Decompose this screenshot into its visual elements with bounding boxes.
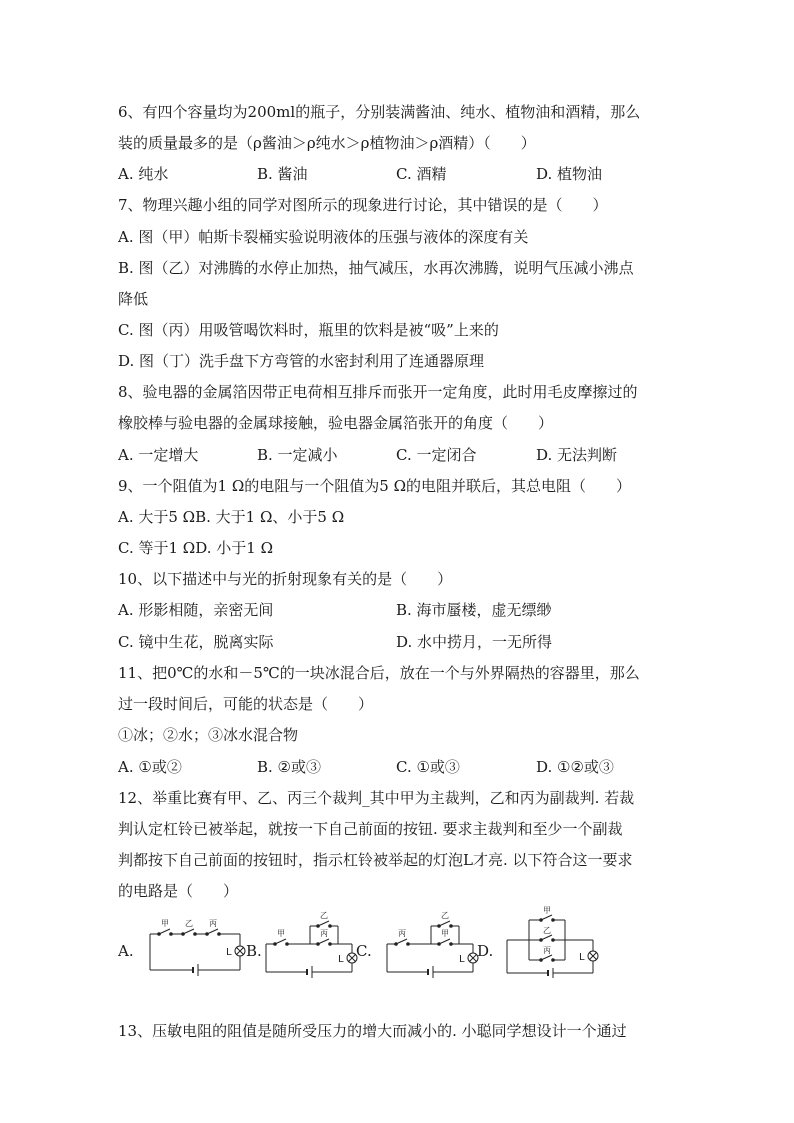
- switch-label-yi: 乙: [543, 926, 551, 935]
- q11-option-b: B. ②或③: [257, 758, 322, 776]
- q12-line-4: 的电路是（ ）: [118, 882, 239, 900]
- q10-option-d: D. 水中捞月，一无所得: [396, 633, 553, 651]
- q7-option-b-line-1: B. 图（乙）对沸腾的水停止加热，抽气减压，水再次沸腾，说明气压减小沸点: [118, 259, 634, 277]
- lamp-label: L: [338, 954, 344, 965]
- switch-label-bing: 丙: [209, 919, 217, 928]
- q10-option-c: C. 镜中生花，脱离实际: [118, 633, 274, 651]
- q12-line-3: 判都按下自己前面的按钮时，指示杠铃被举起的灯泡L才亮. 以下符合这一要求: [118, 851, 633, 869]
- q6-option-c: C. 酒精: [396, 165, 447, 183]
- q12-line-2: 判认定杠铃已被举起，就按一下自己前面的按钮. 要求主裁判和至少一个副裁: [118, 820, 623, 838]
- q7-stem: 7、物理兴趣小组的同学对图所示的现象进行讨论，其中错误的是（ ）: [118, 196, 608, 214]
- switch-label-bing: 丙: [543, 946, 551, 955]
- switch-label-bing: 丙: [398, 929, 406, 938]
- q10-stem: 10、以下描述中与光的折射现象有关的是（ ）: [118, 570, 453, 588]
- switch-label-bing: 丙: [320, 929, 328, 938]
- q7-option-d: D. 图（丁）洗手盘下方弯管的水密封利用了连通器原理: [118, 352, 485, 370]
- q6-option-d: D. 植物油: [536, 165, 603, 183]
- q9-options-cd: C. 等于1 ΩD. 小于1 Ω: [118, 539, 274, 557]
- q11-line-1: 11、把0℃的水和－5℃的一块冰混合后，放在一个与外界隔热的容器里，那么: [118, 664, 640, 682]
- circuit-diagram-b: [262, 912, 358, 976]
- q11-line-3: ①冰；②水；③冰水混合物: [118, 726, 299, 744]
- lamp-label: L: [459, 954, 465, 965]
- circuit-label-d: D.: [477, 942, 494, 960]
- circuit-diagram-c: [383, 912, 479, 976]
- q8-option-b: B. 一定减小: [257, 446, 338, 464]
- q8-option-a: A. 一定增大: [118, 446, 199, 464]
- q8-option-c: C. 一定闭合: [396, 446, 477, 464]
- q9-stem: 9、一个阻值为1 Ω的电阻与一个阻值为5 Ω的电阻并联后，其总电阻（ ）: [118, 477, 632, 495]
- lamp-label: L: [579, 952, 585, 963]
- q11-option-d: D. ①②或③: [536, 758, 614, 776]
- q10-option-a: A. 形影相随，亲密无间: [118, 601, 274, 619]
- q7-option-b-line-2: 降低: [118, 290, 149, 308]
- q7-option-c: C. 图（丙）用吸管喝饮料时，瓶里的饮料是被“吸”上来的: [118, 321, 499, 339]
- q11-option-a: A. ①或②: [118, 758, 182, 776]
- q6-option-a: A. 纯水: [118, 165, 169, 183]
- switch-label-yi: 乙: [320, 911, 328, 920]
- q8-option-d: D. 无法判断: [536, 446, 618, 464]
- switch-label-yi: 乙: [441, 911, 449, 920]
- q7-option-a: A. 图（甲）帕斯卡裂桶实验说明液体的压强与液体的深度有关: [118, 228, 529, 246]
- circuit-diagram-a: [146, 918, 246, 974]
- q8-line-2: 橡胶棒与验电器的金属球接触，验电器金属箔张开的角度（ ）: [118, 414, 554, 432]
- q8-line-1: 8、验电器的金属箔因带正电荷相互排斥而张开一定角度，此时用毛皮摩擦过的: [118, 383, 638, 401]
- switch-label-jia: 甲: [161, 919, 169, 928]
- q11-line-2: 过一段时间后，可能的状态是（ ）: [118, 695, 374, 713]
- circuit-label-a: A.: [118, 942, 134, 960]
- switch-label-yi: 乙: [185, 919, 193, 928]
- q10-option-b: B. 海市蜃楼，虚无缥缈: [396, 601, 552, 619]
- switch-label-jia: 甲: [543, 906, 551, 915]
- q12-line-1: 12、举重比赛有甲、乙、丙三个裁判_其中甲为主裁判，乙和丙为副裁判. 若裁: [118, 789, 635, 807]
- lamp-label: L: [226, 947, 232, 958]
- switch-label-jia: 甲: [277, 929, 285, 938]
- q9-options-ab: A. 大于5 ΩB. 大于1 Ω、小于5 Ω: [118, 508, 345, 526]
- q11-option-c: C. ①或③: [396, 758, 460, 776]
- circuit-diagram-d: [503, 906, 599, 978]
- circuit-label-b: B.: [246, 942, 262, 960]
- circuit-label-c: C.: [356, 942, 372, 960]
- switch-label-jia: 甲: [441, 929, 449, 938]
- q6-line-1: 6、有四个容量均为200ml的瓶子，分别装满酱油、纯水、植物油和酒精，那么: [118, 103, 641, 121]
- q13-line-1: 13、压敏电阻的阻值是随所受压力的增大而减小的. 小聪同学想设计一个通过: [118, 1022, 627, 1040]
- q6-line-2: 装的质量最多的是（ρ酱油＞ρ纯水＞ρ植物油＞ρ酒精）（ ）: [118, 134, 536, 152]
- q6-option-b: B. 酱油: [257, 165, 308, 183]
